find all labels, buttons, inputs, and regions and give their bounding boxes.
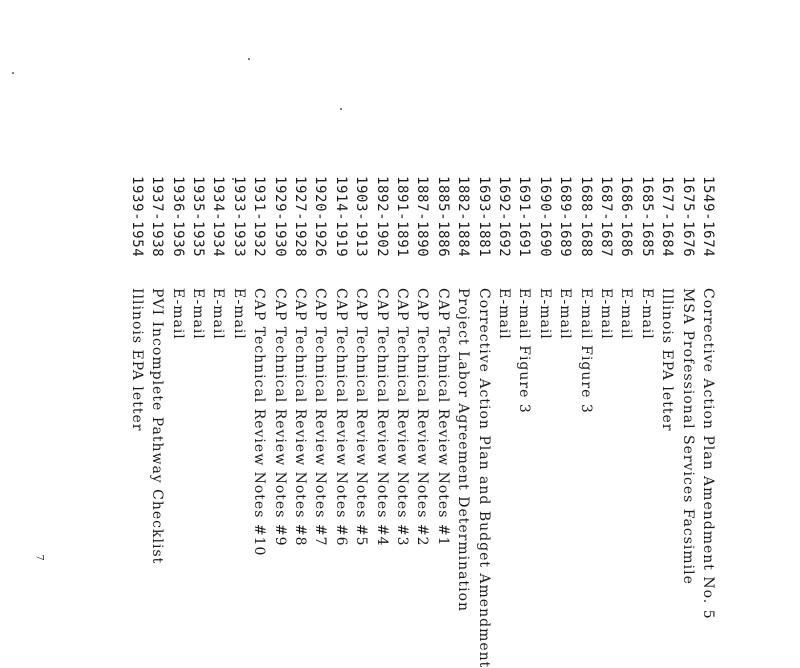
document-description: MSA Professional Services Facsimile <box>679 288 696 585</box>
page-range: 1692-1692 <box>496 176 512 258</box>
document-description: CAP Technical Review Notes #8 <box>292 288 308 547</box>
document-description: E-mail <box>557 288 574 340</box>
document-description: Illinois EPA letter <box>659 288 676 432</box>
document-description: CAP Technical Review Notes #5 <box>353 288 370 547</box>
document-description: PVI Incomplete Pathway Checklist <box>149 288 166 565</box>
page-range: 1693-1881 <box>475 176 492 258</box>
page-range: 1887-1890 <box>414 176 431 258</box>
page-range: 1933-1933 <box>230 176 247 258</box>
document-description: CAP Technical Review Notes #2 <box>414 288 431 547</box>
page-number: 7 <box>33 554 45 561</box>
document-description: E-mail <box>210 288 227 340</box>
page-range: 1882-1884 <box>455 176 472 258</box>
document-description: E-mail Figure 3 <box>577 288 594 414</box>
page-range: 1549-1674 <box>700 176 716 258</box>
document-description: Corrective Action Plan Amendment No. 5 <box>700 288 716 620</box>
page-range: 1920-1926 <box>312 176 329 258</box>
page-range: 1685-1685 <box>638 176 655 258</box>
page-range: 1937-1938 <box>149 176 166 258</box>
page-range: 1914-1919 <box>332 176 349 258</box>
page-range: 1687-1687 <box>598 176 614 258</box>
page-range: 1688-1688 <box>577 176 594 258</box>
page-range: 1931-1932 <box>251 176 268 258</box>
page-range: 1936-1936 <box>169 176 186 258</box>
document-description: E-mail <box>618 288 635 340</box>
document-description: CAP Technical Review Notes #4 <box>373 288 390 547</box>
document-description: CAP Technical Review Notes #3 <box>394 288 410 547</box>
document-description: E-mail <box>536 288 553 340</box>
page-range: 1891-1891 <box>394 176 410 258</box>
document-description: CAP Technical Review Notes #9 <box>271 288 288 547</box>
document-description: E-mail <box>190 288 206 340</box>
document-description: E-mail <box>496 288 512 340</box>
document-description: E-mail <box>230 288 247 340</box>
page-range: 1677-1684 <box>659 176 676 258</box>
document-description: CAP Technical Review Notes #10 <box>251 288 268 557</box>
page-range: 1939-1954 <box>128 176 145 258</box>
scan-speck <box>248 58 250 60</box>
document-description: E-mail <box>169 288 186 340</box>
document-description: Project Labor Agreement Determination <box>455 288 472 613</box>
page-range: 1935-1935 <box>190 176 206 258</box>
page-range: 1686-1686 <box>618 176 635 258</box>
document-description: Corrective Action Plan and Budget Amendment <box>475 288 492 668</box>
page-range: 1929-1930 <box>271 176 288 258</box>
page-range: 1927-1928 <box>292 176 308 258</box>
document-description: CAP Technical Review Notes #6 <box>332 288 349 547</box>
scan-speck <box>340 108 342 110</box>
page-range: 1691-1691 <box>516 176 533 258</box>
document-description: Illinois EPA letter <box>128 288 145 432</box>
document-description: E-mail <box>598 288 614 340</box>
page-range: 1903-1913 <box>353 176 370 258</box>
document-description: CAP Technical Review Notes #7 <box>312 288 329 547</box>
scan-speck <box>12 72 14 74</box>
page-range: 1892-1902 <box>373 176 390 258</box>
page-range: 1689-1689 <box>557 176 574 258</box>
page-range: 1690-1690 <box>536 176 553 258</box>
document-description: E-mail <box>638 288 655 340</box>
page-range: 1934-1934 <box>210 176 227 258</box>
document-description: CAP Technical Review Notes #1 <box>434 288 451 547</box>
page-range: 1675-1676 <box>679 176 696 258</box>
page-range: 1885-1886 <box>434 176 451 258</box>
document-description: E-mail Figure 3 <box>516 288 533 414</box>
